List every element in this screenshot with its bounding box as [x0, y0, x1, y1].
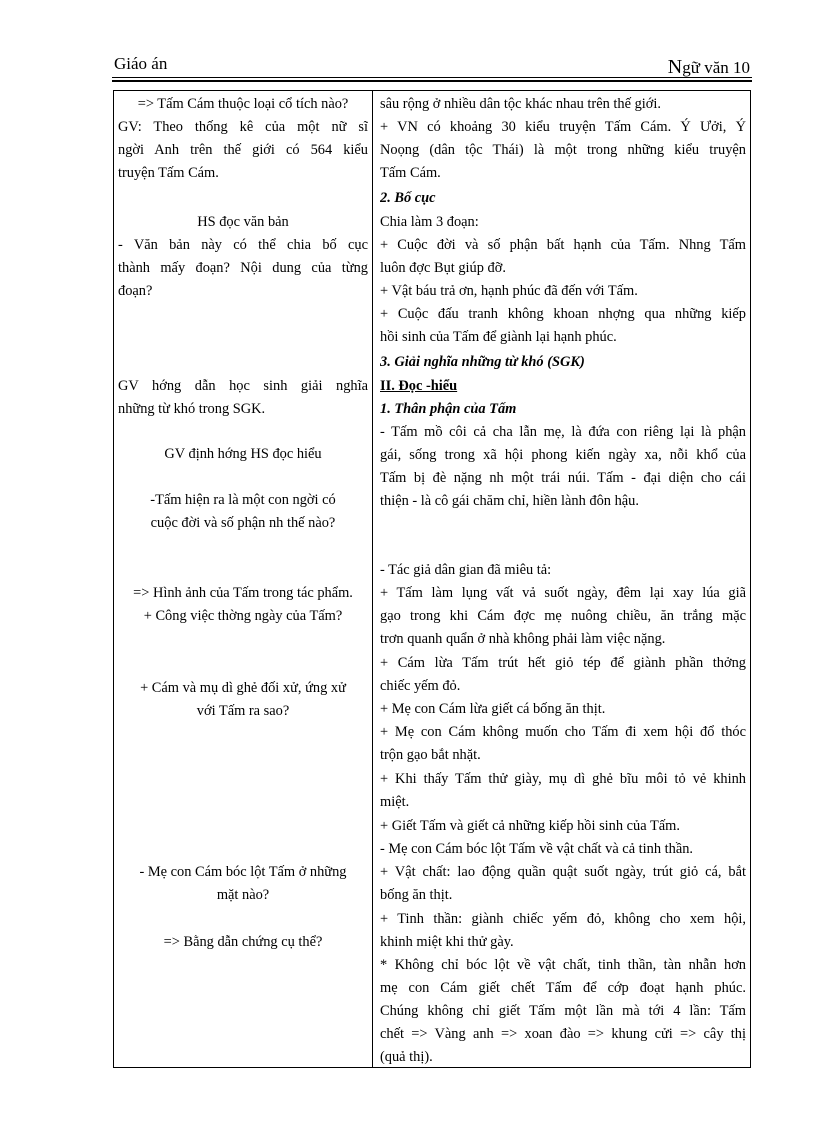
right-column-line: 3. Giải nghĩa những từ khó (SGK) [380, 354, 585, 370]
right-column-line: hồi sinh của Tấm để giành lại hạnh phúc. [380, 329, 617, 345]
left-column-line: ngời Anh trên thế giới có 564 kiểu [118, 142, 368, 158]
right-column-line: * Không chỉ bóc lột về vật chất, tinh thần, tàn nhẫn hơn [380, 957, 746, 973]
right-column-line: + Mẹ con Cám không muốn cho Tấm đi xem hội đổ thóc [380, 724, 746, 740]
left-column-line: + Cám và mụ dì ghẻ đối xử, ứng xử [140, 680, 346, 696]
left-column-line: thành mấy đoạn? Nội dung của từng [118, 260, 368, 276]
left-column-line: GV hớng dẫn học sinh giải nghĩa [118, 378, 368, 394]
left-column-line: => Hình ảnh của Tấm trong tác phẩm. [133, 585, 353, 601]
header-right-rest: gữ văn 10 [682, 58, 750, 77]
column-divider [372, 91, 373, 1067]
right-column-line: Noọng (dân tộc Thái) là một trong những kiểu truyện [380, 142, 746, 158]
header-left-title: Giáo án [114, 54, 168, 73]
right-column-line: 1. Thân phận của Tấm [380, 401, 517, 417]
header-right-initial: N [667, 56, 683, 78]
left-column-line: -Tấm hiện ra là một con ngời có [150, 492, 336, 508]
left-column-line: GV: Theo thống kê của một nữ sĩ [118, 119, 368, 135]
left-column-line: HS đọc văn bản [197, 214, 289, 230]
left-column-line: GV định hớng HS đọc hiểu [164, 446, 322, 462]
right-column-line: Chia làm 3 đoạn: [380, 214, 479, 230]
right-column-line: miệt. [380, 794, 410, 810]
right-column-line: chết => Vàng anh => xoan đào => khung cửi => cây thị [380, 1026, 746, 1042]
right-column-line: II. Đọc -hiểu [380, 378, 458, 394]
right-column-line: - Tấm mồ côi cả cha lẫn mẹ, là đứa con riêng lại là phận [380, 424, 746, 440]
left-column-line: với Tấm ra sao? [196, 703, 290, 719]
right-column-line: khinh miệt khi thử gày. [380, 934, 514, 950]
left-column-line: đoạn? [118, 283, 153, 299]
right-column-line: gạo trong khi Cám đợc mẹ nuông chiều, ăn trắng mặc [380, 608, 746, 624]
right-column-line: + Mẹ con Cám lừa giết cá bống ăn thịt. [380, 701, 606, 717]
right-column-line: + Vật chất: lao động quần quật suốt ngày, trút giỏ cá, bắt [380, 864, 746, 880]
right-column-line: + Cuộc đấu tranh không khoan nhợng qua những kiếp [380, 306, 746, 322]
right-column-line: thiện - là cô gái chăm chỉ, hiền lành đôn hậu. [380, 493, 639, 509]
left-column-line: - Văn bản này có thể chia bố cục [118, 237, 368, 253]
right-column-line: trộn gạo bắt nhặt. [380, 747, 481, 763]
right-column-line: trơn quanh quẩn ở nhà không phải làm việc nặng. [380, 631, 666, 647]
right-column-line: chiếc yếm đỏ. [380, 678, 461, 694]
right-column-line: + Khi thấy Tấm thử giày, mụ dì ghẻ bĩu môi tỏ vẻ khinh [380, 771, 746, 787]
right-column-line: Tấm bị đè nặng nh một trái núi. Tấm - đại diện cho cái [380, 470, 746, 486]
left-column-line: - Mẹ con Cám bóc lột Tấm ở những [139, 864, 347, 880]
right-column-line: + Cám lừa Tấm trút hết giỏ tép để giành phần thởng [380, 655, 746, 671]
right-column-line: + Cuộc đời và số phận bất hạnh của Tấm. Nhng Tấm [380, 237, 746, 253]
right-column-line: bống ăn thịt. [380, 887, 453, 903]
left-column-line: cuộc đời và số phận nh thế nào? [150, 515, 336, 531]
lesson-table [113, 90, 751, 1068]
left-column-line: truyện Tấm Cám. [118, 165, 219, 181]
right-column-line: + Tinh thần: giành chiếc yếm đỏ, không cho xem hội, [380, 911, 746, 927]
right-column-line: Chúng không chỉ giết Tấm một lần mà tới 4 lần: Tấm [380, 1003, 746, 1019]
right-column-line: luôn đợc Bụt giúp đỡ. [380, 260, 506, 276]
right-column-line: - Tác giả dân gian đã miêu tả: [380, 562, 552, 578]
left-column-line: => Tấm Cám thuộc loại cổ tích nào? [137, 96, 349, 112]
header-rule [112, 77, 752, 78]
page-header [112, 52, 752, 78]
header-right-title [668, 56, 750, 79]
right-column-line: (quả thị). [380, 1049, 433, 1065]
left-column-line: những từ khó trong SGK. [118, 401, 266, 417]
left-column-line: => Bằng dẫn chứng cụ thể? [163, 934, 323, 950]
right-column-line: gái, sống trong xã hội phong kiến ngày xa, nỗi khổ của [380, 447, 746, 463]
right-column-line: + VN có khoảng 30 kiểu truyện Tấm Cám. Ý Ưởi, Ý [380, 119, 746, 135]
right-column-line: + Vật báu trả ơn, hạnh phúc đã đến với Tấm. [380, 283, 638, 299]
right-column-line: mẹ con Cám giết chết Tấm để cớp đoạt hạnh phúc. [380, 980, 746, 996]
left-column-line: mặt nào? [216, 887, 270, 903]
right-column-line: sâu rộng ở nhiều dân tộc khác nhau trên thế giới. [380, 96, 661, 112]
right-column-line: + Tấm làm lụng vất vả suốt ngày, đêm lại xay lúa giã [380, 585, 746, 601]
right-column-line: - Mẹ con Cám bóc lột Tấm về vật chất và cả tinh thần. [380, 841, 694, 857]
header-rule-thick [112, 80, 752, 82]
left-column-line: + Công việc thờng ngày của Tấm? [143, 608, 343, 624]
right-column-line: + Giết Tấm và giết cả những kiếp hồi sinh của Tấm. [380, 818, 680, 834]
right-column-line: 2. Bố cục [380, 190, 436, 206]
right-column-line: Tấm Cám. [380, 165, 441, 181]
